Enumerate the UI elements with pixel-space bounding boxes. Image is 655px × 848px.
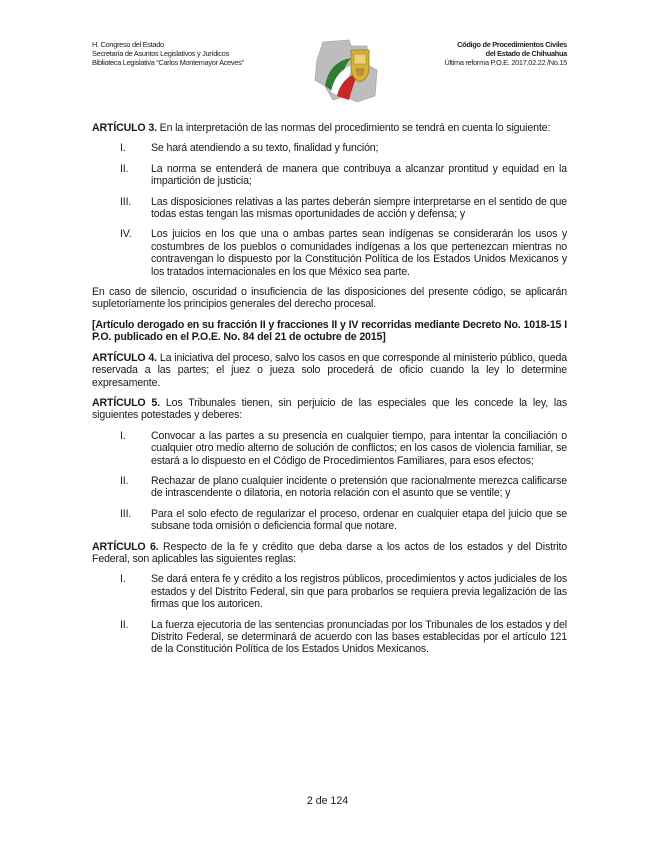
header-code-title: Código de Procedimientos Civiles <box>457 40 567 49</box>
item-text: La norma se entenderá de manera que contribuya a alcanzar prontitud y equidad en la impartición de justicia; <box>151 162 567 188</box>
article-6-intro <box>92 541 567 566</box>
article-5-label: ARTÍCULO 5. <box>92 396 160 409</box>
article-3-label: ARTÍCULO 3. <box>92 122 157 134</box>
item-number: III. <box>120 195 132 208</box>
article-3-text: En la interpretación de las normas del procedimiento se tendrá en cuenta lo siguiente: <box>156 122 551 134</box>
article-3-item-3 <box>92 196 567 221</box>
item-number: IV. <box>120 228 132 241</box>
item-text: Las disposiciones relativas a las partes deberán siempre interpretarse en el sentido de que todas estas tengan las mismas oportunidades de acción y defensa; y <box>151 195 567 221</box>
article-5-item-3 <box>92 508 567 533</box>
header-left <box>92 40 244 67</box>
item-number: I. <box>120 429 126 442</box>
item-text: Convocar a las partes a su presencia en cualquier tiempo, para intentar la conciliación o cualquier otro medio alterno de solución de conflictos; en los casos de violencia familiar, se estará a lo dispuesto en el Código de Procedimientos Familiares, para esos efectos; <box>151 429 567 467</box>
item-number: I. <box>120 573 126 586</box>
item-text: Para el solo efecto de regularizar el proceso, ordenar en cualquier etapa del juicio que se subsane toda omisión o deficiencia formal que notare. <box>151 507 567 533</box>
article-4-label: ARTÍCULO 4. <box>92 351 157 364</box>
item-text: Los juicios en los que una o ambas partes sean indígenas se considerarán los usos y costumbres de los pueblos o comunidades indígenas a los que pertenezcan mientras no contravengan lo dispuesto por la Constitución Política de los Estados Unidos Mexicanos y los tratados internacionales en los que México sea parte. <box>151 228 567 278</box>
article-3-item-2 <box>92 163 567 188</box>
item-number: II. <box>120 618 129 631</box>
article-4-text: La iniciativa del proceso, salvo los casos en que corresponde al ministerio público, queda reservada a las partes; el juez o jueza solo procederá de oficio cuando la ley lo determine expresamente. <box>92 351 567 389</box>
document-body <box>92 122 567 664</box>
item-number: II. <box>120 474 129 487</box>
header-state: del Estado de Chihuahua <box>485 49 567 58</box>
state-emblem-logo <box>305 36 385 106</box>
article-3-item-4 <box>92 228 567 278</box>
item-text: Se dará entera fe y crédito a los registros públicos, procedimientos y actos judiciales de los estados y del Distrito Federal, sin que para probarlos se requiera previa legalización de las firmas que los autoricen. <box>151 573 567 611</box>
item-text: Se hará atendiendo a su texto, finalidad y función; <box>151 142 379 155</box>
header-secretariat: Secretaría de Asuntos Legislativos y Jurídicos <box>92 49 229 58</box>
item-text: Rechazar de plano cualquier incidente o pretensión que racionalmente merezca calificarse de intrascendente o dilatoria, en notoria relación con el asunto que se ventile; y <box>151 474 567 500</box>
item-number: III. <box>120 507 132 520</box>
article-6-item-2 <box>92 619 567 656</box>
article-3-reform-note: [Artículo derogado en su fracción II y fracciones II y IV recorridas mediante Decreto No. 1018-15 I P.O. publicado en el P.O.E. No. 84 del 21 de octubre de 2015] <box>92 318 567 344</box>
header-right <box>445 40 568 67</box>
article-3-closing: En caso de silencio, oscuridad o insuficiencia de las disposiciones del presente código, se aplicarán supletoriamente los principios generales del derecho procesal. <box>92 286 567 311</box>
article-5-item-1 <box>92 430 567 467</box>
article-4 <box>92 352 567 389</box>
article-5-intro <box>92 397 567 422</box>
page-number: 2 de 124 <box>306 795 349 807</box>
article-6-label: ARTÍCULO 6. <box>92 540 159 553</box>
item-number: II. <box>120 162 129 175</box>
article-5-text: Los Tribunales tienen, sin perjuicio de las especiales que les concede la ley, las siguientes potestades y deberes: <box>92 396 568 422</box>
article-6-item-1 <box>92 573 567 610</box>
item-text: La fuerza ejecutoria de las sentencias pronunciadas por los Tribunales de los estados y del Distrito Federal, se determinará de acuerdo con las bases establecidas por el artículo 121 de la Constitución Política de los Estados Unidos Mexicanos. <box>151 618 567 656</box>
article-3-intro <box>92 122 567 134</box>
header-last-reform: Última reforma P.O.E. 2017.02.22 /No.15 <box>444 58 567 67</box>
header-library: Biblioteca Legislativa “Carlos Montemayor Aceves” <box>92 58 244 67</box>
article-3-item-1 <box>92 142 567 154</box>
article-5-item-2 <box>92 475 567 500</box>
article-6-text: Respecto de la fe y crédito que deba darse a los actos de los estados y del Distrito Federal, son aplicables las siguientes reglas: <box>92 540 568 565</box>
header-congress: H. Congreso del Estado <box>92 40 164 49</box>
item-number: I. <box>120 142 126 155</box>
